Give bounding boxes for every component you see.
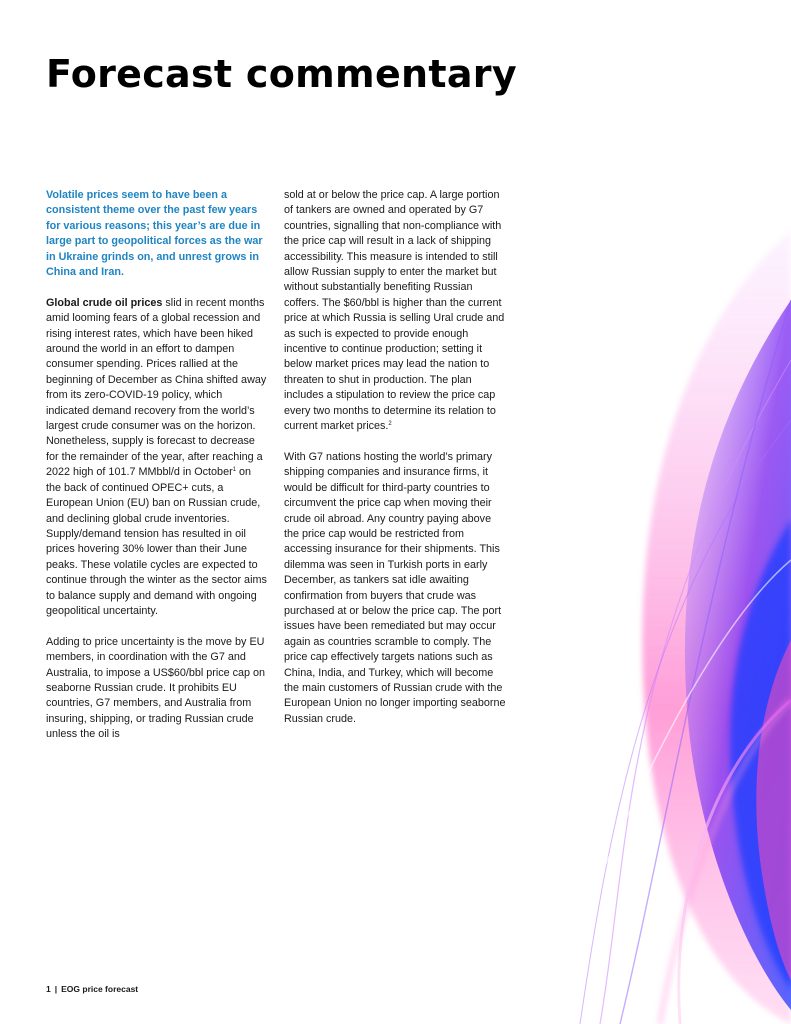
paragraph-text: sold at or below the price cap. A large portion of tankers are owned and operated by G7 countries, signalling that non-compliance with the price cap will result in a lack of shipping accessibility. This measure is intended to still allow Russian supply to enter the market but without substantially benefiting Russian coffers. The $60/bbl is higher than the current price at which Russia is selling Ural crude and as such is expected to provide enough incentive to continue production; setting it below market prices may lead the nation to threaten to shut in production. The plan includes a stipulation to review the price cap every two months to determine its relation to current market prices. xyxy=(284,189,505,433)
body-paragraph-1 xyxy=(46,296,268,620)
page-number: 1 xyxy=(46,984,51,994)
body-paragraph-3 xyxy=(284,188,508,435)
intro-paragraph: Volatile prices seem to have been a consistent theme over the past few years for various reasons; this year’s are due in large part to geopolitical forces as the war in Ukraine grinds on, and unrest grows in China and Iran. xyxy=(46,189,263,279)
body-paragraph-4: With G7 nations hosting the world’s primary shipping companies and insurance firms, it would be difficult for third-party countries to circumvent the price cap when moving their crude oil abroad. Any country paying above the price cap would be restricted from accessing insurance for their shipments. This dilemma was seen in Turkish ports in early December, as tankers sat idle awaiting confirmation from buyers that crude was purchased at or below the price cap. The port issues have been remediated but may occur again as countries scramble to comply. The price cap effectively targets nations such as China, India, and Turkey, which will become the main customers of Russian crude with the European Union no longer importing seaborne Russian crude. xyxy=(284,450,506,725)
footnote-ref-1: 1 xyxy=(232,467,237,474)
page-title: Forecast commentary xyxy=(46,52,517,96)
footer-separator: | xyxy=(54,984,58,994)
decorative-swirl-art xyxy=(560,0,791,1024)
paragraph-lead: Global crude oil prices xyxy=(46,296,163,309)
page-footer xyxy=(46,984,138,994)
right-column xyxy=(284,188,508,743)
footer-label: EOG price forecast xyxy=(61,984,139,994)
paragraph-text: on the back of continued OPEC+ cuts, a European Union (EU) ban on Russian crude, and declining global crude inventories. Supply/demand tension has resulted in oil prices hovering 30% lower than their June peaks. These volatile cycles are expected to continue through the winter as the sector aims to balance supply and demand with ongoing geopolitical uncertainty. xyxy=(46,466,267,617)
footnote-ref-2: 2 xyxy=(388,421,392,428)
paragraph-text: slid in recent months amid looming fears of a global recession and rising interest rates, which have been hiked around the world in an effort to dampen consumer spending. Prices rallied at the beginning of December as China shifted away from its zero-COVID-19 policy, which indicated demand recovery from the world’s largest crude consumer was on the horizon. Nonetheless, supply is forecast to decrease for the remainder of the year, after reaching a 2022 high of 101.7 MMbbl/d in October xyxy=(46,296,267,479)
left-column xyxy=(46,188,268,758)
body-paragraph-2: Adding to price uncertainty is the move by EU members, in coordination with the G7 and Australia, to impose a US$60/bbl price cap on seaborne Russian crude. It prohibits EU countries, G7 members, and Australia from insuring, shipping, or trading Russian crude unless the oil is xyxy=(46,635,266,741)
